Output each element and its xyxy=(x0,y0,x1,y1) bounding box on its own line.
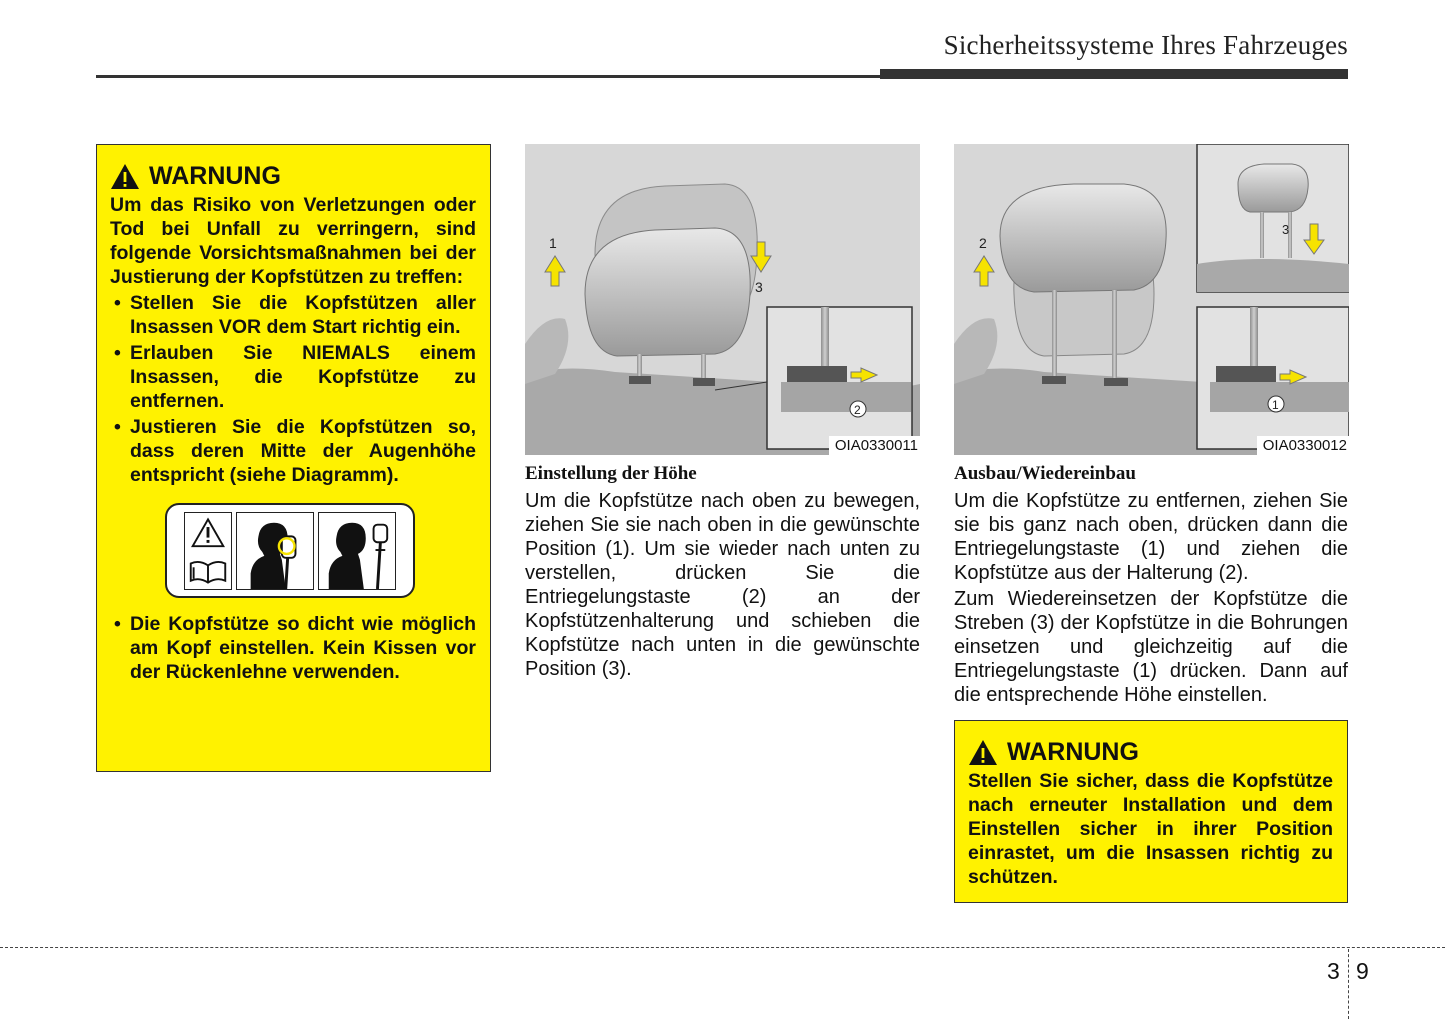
header-rule xyxy=(96,75,886,78)
page-number: 9 xyxy=(1356,958,1369,984)
headrest-removal-illustration xyxy=(954,144,1349,455)
header-rule-thick xyxy=(880,69,1348,79)
headrest-height-illustration xyxy=(525,144,920,455)
warning-text: Stellen Sie sicher, dass die Kopfstütze nach erneuter Installation und dem Einstellen sicher in ihrer Position einrastet, um die Insassen richtig zu schützen. xyxy=(968,770,1333,888)
page-header-title: Sicherheitssysteme Ihres Fahrzeuges xyxy=(943,30,1348,60)
callout-2: 2 xyxy=(854,403,861,417)
read-manual-icon xyxy=(184,512,232,590)
warning-list xyxy=(110,291,476,487)
warning-bullet: • Justieren Sie die Kopfstützen so, dass deren Mitte der Augenhöhe entspricht (siehe Diagramm). xyxy=(110,415,476,487)
section-title-removal: Ausbau/Wiedereinbau xyxy=(954,463,1136,484)
warning-box-right xyxy=(954,720,1348,903)
figure-height-adjustment xyxy=(525,144,920,455)
warning-heading xyxy=(968,737,1333,767)
warning-heading xyxy=(110,161,476,191)
paragraph: Zum Wiedereinsetzen der Kopfstütze die Streben (3) der Kopfstütze in die Bohrungen einsetzen und gleichzeitig auf die Entriegelungstaste (1) drücken. Dann auf die entsprechende Höhe einstellen. xyxy=(954,588,1348,706)
section-title-height: Einstellung der Höhe xyxy=(525,463,697,484)
callout-2: 2 xyxy=(979,235,987,251)
footer-divider xyxy=(0,947,1445,948)
chapter-number: 3 xyxy=(1327,958,1340,984)
warning-triangle-icon xyxy=(968,739,998,766)
callout-1: 1 xyxy=(549,235,557,251)
headrest-pictogram xyxy=(165,503,415,598)
figure-removal xyxy=(954,144,1349,455)
warning-triangle-icon xyxy=(110,163,140,190)
callout-1: 1 xyxy=(1272,398,1279,412)
section-body-removal xyxy=(954,489,1348,707)
section-body-height xyxy=(525,489,920,681)
incorrect-position-icon xyxy=(318,512,396,590)
warning-title: WARNUNG xyxy=(1007,738,1139,766)
warning-bullet: • Die Kopfstütze so dicht wie möglich am Kopf einstellen. Kein Kissen vor der Rückenlehne verwenden. xyxy=(110,612,476,684)
warning-list-continued xyxy=(110,612,476,684)
callout-3: 3 xyxy=(1282,222,1290,237)
warning-box-left xyxy=(96,144,491,772)
figure-code: OIA0330012 xyxy=(1257,436,1349,455)
callout-3: 3 xyxy=(755,279,763,295)
warning-bullet: • Erlauben Sie NIEMALS einem Insassen, die Kopfstütze zu entfernen. xyxy=(110,341,476,413)
warning-title: WARNUNG xyxy=(149,162,281,190)
warning-bullet: • Stellen Sie die Kopfstützen aller Insassen VOR dem Start richtig ein. xyxy=(110,291,476,339)
paragraph: Um die Kopfstütze zu entfernen, ziehen Sie sie bis ganz nach oben, drücken dann die Entriegelungstaste (1) und ziehen die Kopfstütze aus der Halterung (2). xyxy=(954,490,1348,584)
warning-intro: Um das Risiko von Verletzungen oder Tod bei Unfall zu verringern, sind folgende Vorsichtsmaßnahmen bei der Justierung der Kopfstützen zu treffen: xyxy=(110,194,476,288)
figure-code: OIA0330011 xyxy=(829,436,920,455)
paragraph: Um die Kopfstütze nach oben zu bewegen, ziehen Sie sie nach oben in die gewünschte Position (1). Um sie wieder nach unten zu verstellen, drücken Sie die Entriegelungstaste (2) an der Kopfstützenhalterung und schieben die Kopfstütze nach unten in die gewünschte Position (3). xyxy=(525,490,920,680)
footer-separator xyxy=(1348,949,1349,1019)
correct-position-icon xyxy=(236,512,314,590)
